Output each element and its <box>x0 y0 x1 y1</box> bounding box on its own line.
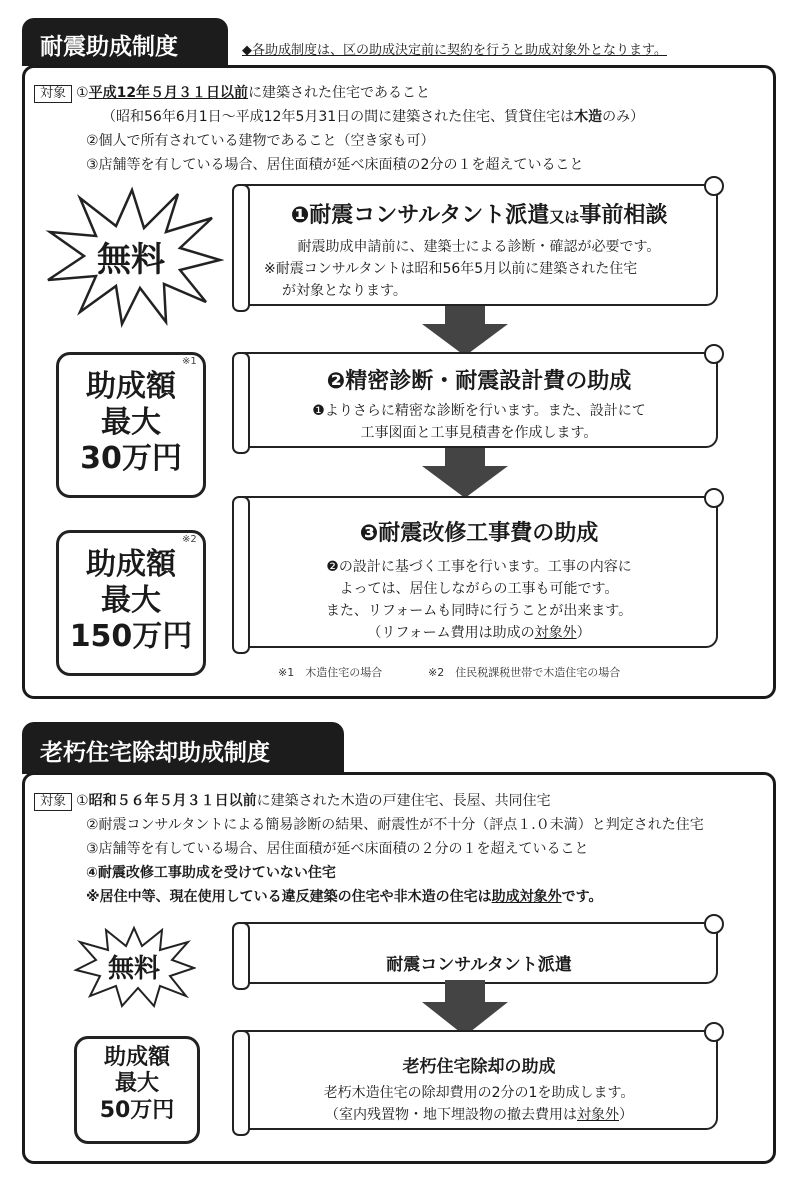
section2-condition-3: ③店舗等を有している場合、居住面積が延べ床面積の２分の１を超えていること <box>86 841 589 857</box>
step2-title: ❷精密診断・耐震設計費の助成 <box>326 369 632 394</box>
section1-notice: ◆各助成制度は、区の助成決定前に契約を行うと助成対象外となります。 <box>242 43 667 58</box>
down-arrow-icon <box>420 306 510 356</box>
scroll-curl-icon <box>704 914 724 934</box>
step1-title-alt: 事前相談 <box>579 203 668 228</box>
condition-date: 平成12年５月３１日以前 <box>88 85 249 101</box>
step1-line2: ※耐震コンサルタントは昭和56年5月以前に建築された住宅 <box>264 261 638 277</box>
step3-line3: また、リフォームも同時に行うことが出来ます。 <box>325 603 633 619</box>
section1-condition-1 <box>34 82 430 103</box>
footnote-1: ※1 木造住宅の場合 <box>278 666 383 679</box>
step1-line3: が対象となります。 <box>282 283 407 299</box>
section2-condition-2: ②耐震コンサルタントによる簡易診断の結果、耐震性が不十分（評点１.０未満）と判定された住宅 <box>86 817 704 833</box>
section1-condition-2: ②個人で所有されている建物であること（空き家も可） <box>86 133 435 149</box>
amount-value: 30万円 <box>80 441 182 476</box>
amount-box-30 <box>56 352 206 498</box>
section1-condition-1-note <box>102 106 644 126</box>
down-arrow-icon <box>420 448 510 498</box>
s2-step2-line1: 老朽木造住宅の除却費用の2分の1を助成します。 <box>323 1085 635 1101</box>
amount-label: 助成額 <box>86 547 176 582</box>
scroll-curl-icon <box>704 176 724 196</box>
s2-step2-line2-a: （室内残置物・地下埋設物の撤去費用は <box>325 1107 577 1123</box>
target-label: 対象 <box>34 85 72 103</box>
amount-box-50 <box>74 1036 200 1144</box>
amount-value: 50万円 <box>99 1097 175 1123</box>
amount-footnote-mark: ※2 <box>182 534 197 545</box>
s2-step1-scroll <box>240 922 718 984</box>
step1-title <box>242 198 716 229</box>
step1-title-or: 又は <box>549 208 580 226</box>
step1-line1: 耐震助成申請前に、建築士による診断・確認が必要です。 <box>297 239 661 255</box>
s2-step2-line2-excluded: 対象外 <box>577 1107 619 1123</box>
condition-text: のみ） <box>602 109 645 125</box>
step3-line4 <box>242 622 716 642</box>
step2-line2: 工事図面と工事見積書を作成します。 <box>360 425 598 441</box>
footnote-2: ※2 住民税課税世帯で木造住宅の場合 <box>428 666 621 679</box>
scroll-curl-icon <box>704 344 724 364</box>
condition-number: ① <box>76 85 89 101</box>
amount-box-150 <box>56 530 206 676</box>
section2-tab <box>22 722 344 774</box>
amount-footnote-mark: ※1 <box>182 356 197 367</box>
step3-line4-excluded: 対象外 <box>534 625 577 641</box>
step3-line4-b: ） <box>576 625 591 641</box>
amount-max: 最大 <box>101 405 161 440</box>
condition-text: に建築された木造の戸建住宅、長屋、共同住宅 <box>256 793 551 809</box>
section2-title: 老朽住宅除却助成制度 <box>40 740 270 766</box>
step3-line4-a: （リフォーム費用は助成の <box>367 625 535 641</box>
section2-condition-note <box>86 886 603 906</box>
scroll-curl-icon <box>704 1022 724 1042</box>
step1-scroll <box>240 184 718 306</box>
target-label: 対象 <box>34 793 72 811</box>
section2-condition-1 <box>34 790 551 811</box>
s2-step2-scroll <box>240 1030 718 1130</box>
section1-title: 耐震助成制度 <box>40 34 178 60</box>
free-badge-text: 無料 <box>107 954 160 984</box>
step3-scroll <box>240 496 718 648</box>
condition-date: 昭和５６年５月３１日以前 <box>88 793 257 809</box>
section1-condition-3: ③店舗等を有している場合、居住面積が延べ床面積の2分の１を超えていること <box>86 157 584 173</box>
amount-value: 150万円 <box>69 619 193 654</box>
s2-step1-title: 耐震コンサルタント派遣 <box>386 955 572 975</box>
condition-note-b: です。 <box>561 889 603 905</box>
step2-line1: ❶よりさらに精密な診断を行います。また、設計にて <box>312 403 646 419</box>
condition-text: に建築された住宅であること <box>248 85 431 101</box>
condition-number: ① <box>76 793 89 809</box>
amount-max: 最大 <box>101 583 161 618</box>
condition-note-a: ※居住中等、現在使用している違反建築の住宅や非木造の住宅は <box>86 889 492 905</box>
scroll-curl-icon <box>704 488 724 508</box>
s2-step2-line2 <box>242 1104 716 1124</box>
condition-text: （昭和56年6月1日～平成12年5月31日の間に建築された住宅、賃貸住宅は <box>102 109 575 125</box>
amount-label: 助成額 <box>103 1045 170 1070</box>
condition-bold: 木造 <box>574 109 603 125</box>
step3-line2: よっては、居住しながらの工事も可能です。 <box>339 581 619 597</box>
step2-scroll <box>240 352 718 448</box>
free-badge-text: 無料 <box>97 240 165 280</box>
section2-condition-4: ④耐震改修工事助成を受けていない住宅 <box>86 865 336 881</box>
section1-tab <box>22 18 228 66</box>
s2-step2-title: 老朽住宅除却の助成 <box>402 1057 556 1077</box>
amount-label: 助成額 <box>86 369 176 404</box>
step3-line1: ❷の設計に基づく工事を行います。工事の内容に <box>326 559 632 575</box>
s2-step2-line2-b: ） <box>619 1107 633 1123</box>
step1-title-main: ❶耐震コンサルタント派遣 <box>290 203 550 228</box>
down-arrow-icon <box>420 980 510 1036</box>
amount-max: 最大 <box>114 1071 159 1097</box>
condition-note-excluded: 助成対象外 <box>491 889 562 905</box>
step3-title: ❸耐震改修工事費の助成 <box>359 521 599 546</box>
